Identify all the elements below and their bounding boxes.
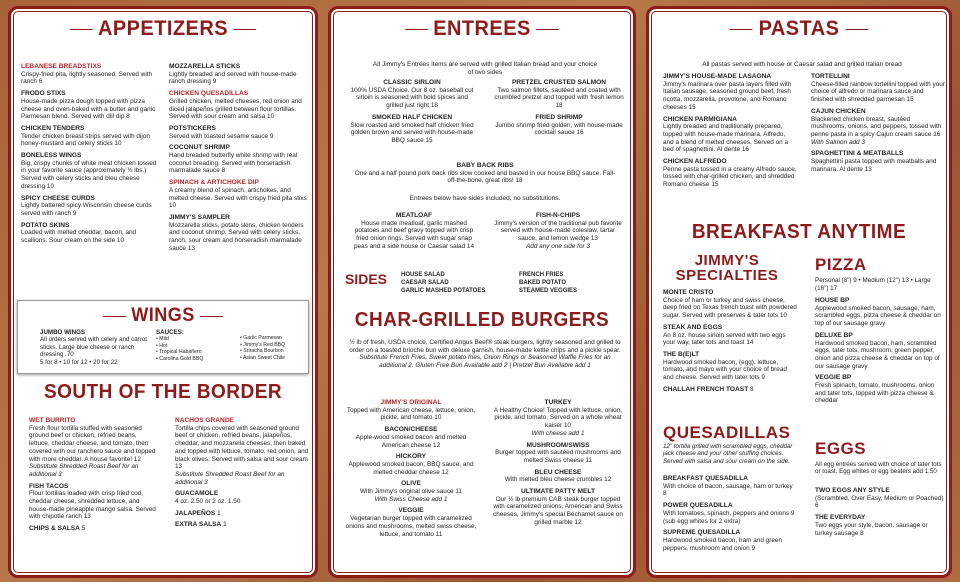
breakfast-title: BREAKFAST ANYTIME xyxy=(691,221,907,243)
menu-item xyxy=(29,525,159,533)
menu-item xyxy=(663,529,797,552)
entrees-panel xyxy=(328,6,636,578)
menu-item-name: JIMMY'S HOUSE-MADE LASAGNA xyxy=(663,73,772,80)
menu-item xyxy=(815,332,945,371)
jumbo-wings-prices: 5 for 8 • 10 for 12 • 20 for 22 xyxy=(40,358,118,366)
menu-item-name: EXTRA SALSA xyxy=(175,521,222,529)
menu-item-name: BREAKFAST QUESADILLA xyxy=(663,475,748,482)
menu-item xyxy=(29,417,159,479)
menu-item xyxy=(349,212,479,251)
list-entry: • Mild xyxy=(156,336,169,342)
menu-item-desc: Cheese-filled rainbow tortellini topped with your choice of alfredo or marinara sauce and finished with shredded parmesan 15 xyxy=(811,80,945,104)
sauces-col-a xyxy=(156,329,236,362)
menu-item xyxy=(169,63,309,86)
menu-item-name: JIMMY'S ORIGINAL xyxy=(380,399,442,406)
menu-item-name: FISH-N-CHIPS xyxy=(535,212,581,219)
menu-item xyxy=(345,453,477,476)
menu-item-desc: Blackened chicken breast, sautéed mushrooms, onions, and peppers, tossed with penne pasta in a spicy Cajun cream sauce 16 xyxy=(811,115,942,138)
menu-item xyxy=(347,79,477,110)
menu-item-name: THE EVERYDAY xyxy=(815,514,866,522)
menu-item-name: THE B(E)LT xyxy=(663,350,700,358)
menu-item-name: ULTIMATE PATTY MELT xyxy=(521,488,595,496)
list-entry: STEAMED VEGGIES xyxy=(519,288,578,294)
menu-item-desc: Vegetarian burger topped with caramelized onions and mushrooms, melted swiss cheese, lettuce, and tomato 11 xyxy=(345,515,477,538)
menu-item-desc: Topped with American cheese, lettuce, onion, pickle, and tomato 10 xyxy=(346,406,476,422)
menu-item-desc: Tender chicken breast strips served with dijon honey-mustard and celery sticks 10 xyxy=(21,132,150,148)
menu-item xyxy=(345,507,477,538)
menu-item xyxy=(21,152,159,191)
list-entry: • Jimmy's Red BBQ xyxy=(240,341,286,348)
menu-item-name: BONELESS WINGS xyxy=(21,152,82,160)
menu-item-name: HOUSE BP xyxy=(815,297,850,304)
menu-item-name: LEBANESE BREADSTIXS xyxy=(21,63,102,70)
menu-item-desc: Fresh spinach, tomato, mushrooms, onion and tater tots, topped with pizza cheese & cheddar xyxy=(815,382,935,405)
menu-item-name: WET BURRITO xyxy=(29,417,76,424)
menu-item-name: DELUXE BP xyxy=(815,331,853,339)
list-entry: GARLIC MASHED POTATOES xyxy=(401,288,486,294)
menu-item-desc: One and a half pound pork back ribs slow cooked and basted in our house BBQ sauce. Fall-off-the-bone, great ribs! 18 xyxy=(354,169,616,185)
menu-item xyxy=(663,73,797,112)
menu-item-desc: Slow roasted and smoked half chicken fried golden brown and served with house-made BBQ sauce 15 xyxy=(350,121,474,144)
menu-item xyxy=(21,222,159,245)
list-entry: CAESAR SALAD xyxy=(401,280,449,286)
menu-item-name: CLASSIC SIRLOIN xyxy=(383,79,441,86)
menu-item-name: POTATO SKINS xyxy=(21,221,70,229)
list-entry: • Asian Sweet Chile xyxy=(240,354,286,361)
menu-item-desc: 100% USDA Choice. Our 8 oz. baseball cut sirloin is seasoned with bold spices and grilled just right 18 xyxy=(350,86,474,110)
menu-item xyxy=(175,417,311,486)
menu-item xyxy=(491,488,625,527)
menu-item-name: MEATLOAF xyxy=(395,212,433,219)
menu-item-desc: With Jimmy's original olive sauce 11 xyxy=(360,488,462,496)
menu-item-name: FISH TACOS xyxy=(29,482,69,490)
menu-item-name: CHICKEN ALFREDO xyxy=(663,158,727,166)
entrees-note2: Entrees below have sides included, no substitutions. xyxy=(409,195,561,202)
pastas-note: All pastas served with house or Caesar salad and grilled Italian bread xyxy=(702,61,902,68)
menu-item-name: STEAK AND EGGS xyxy=(663,323,723,331)
menu-item xyxy=(169,144,309,175)
menu-item-name: CHICKEN QUESADILLAS xyxy=(169,90,249,98)
menu-item xyxy=(663,324,799,347)
menu-item-name: SPINACH & ARTICHOKE DIP xyxy=(169,179,259,187)
menu-item-name: SPAGHETTINI & MEATBALLS xyxy=(811,150,904,158)
menu-item-name: VEGGIE xyxy=(398,507,424,515)
menu-item-desc: Flour tortillas loaded with crisp fried cod, cheddar cheese, shredded lettuce, and house-made pineapple mango salsa. Served with chipotle ranch 13 xyxy=(29,490,156,521)
menu-item xyxy=(663,158,797,189)
menu-item-desc: With melted bleu cheese crumbles 12 xyxy=(504,476,612,484)
menu-item-desc: Applewood smoked bacon, BBQ sauce, and melted cheddar cheese 12 xyxy=(348,460,474,476)
menu-item-desc: Two salmon fillets, sautéed and coated with crumbled pretzel and topped with fresh lemon 18 xyxy=(494,86,624,110)
list-entry: HOUSE SALAD xyxy=(401,272,445,278)
menu-item-desc: Served with toasted sesame sauce 9 xyxy=(169,132,274,140)
menu-item-desc: House made meatloaf, garlic mashed potatoes and beef gravy topped with crisp fried onion rings. Served with sugar snap peas and a side house or Caesar salad 14 xyxy=(353,219,475,250)
menu-item-desc: Loaded with melted cheddar, bacon, and scallions. Sour cream on the side 10 xyxy=(21,229,137,245)
specialties-title: JIMMY'S SPECIALTIES xyxy=(675,252,779,284)
menu-item-desc: An 8 oz. house sirloin served with two eggs your way, tater tots and toast 14 xyxy=(663,331,786,347)
list-entry: • Sriracha Bourbon xyxy=(240,348,284,355)
burgers-left-col xyxy=(345,399,477,542)
menu-item-desc: Tortilla chips covered with seasoned ground beef or chicken, refried beans, jalapeños, cheddar, and mozzarella cheeses, then baked and topped with lettuce, tomato, red onion, and black olives. Served with salsa and sour cream 13 xyxy=(175,424,309,471)
menu-item-name: COCONUT SHRIMP xyxy=(169,144,230,152)
entrees-title: ENTREES xyxy=(339,17,626,41)
wings-title: WINGS xyxy=(25,305,301,327)
menu-item xyxy=(815,374,945,405)
list-entry: • Tropical Habañero xyxy=(156,349,202,356)
menu-item-name: MONTE CRISTO xyxy=(663,289,714,296)
quesadillas-note: 12" tortilla grilled with scrambled eggs, cheddar jack cheese and your other stuffing choices. Served with salsa and sour cream on the side. xyxy=(663,443,793,465)
appetizers-right-col xyxy=(169,63,309,256)
menu-item-desc: Hardwood smoked bacon, ham, scrambled eggs, tater tots, mushroom, green pepper, onion and pizza cheese & cheddar on top of our sausage gravy xyxy=(815,339,940,370)
pizza-title: PIZZA xyxy=(815,255,867,274)
menu-item-name: POTSTICKERS xyxy=(169,124,216,132)
menu-item xyxy=(169,125,309,140)
menu-item-note: With cheese add 1 xyxy=(531,429,585,437)
menu-item-desc: Lightly breaded and served with house-made ranch dressing 9 xyxy=(169,70,297,86)
menu-item-desc: Lightly breaded and traditionally prepared, topped with house-made marinara, Alfredo, and a blend of melted cheeses. Served on a bed of spaghettini. Al dente 16 xyxy=(663,123,789,154)
menu-item xyxy=(21,195,159,218)
menu-item xyxy=(811,73,945,104)
menu-item xyxy=(663,351,799,382)
menu-item-note: With Swiss Cheese add 1 xyxy=(374,495,448,503)
menu-item-desc: With tomatoes, spinach, peppers and onions 9 (sub egg whites for 2 extra) xyxy=(663,509,795,525)
menu-item-name: BLEU CHEESE xyxy=(534,468,582,476)
eggs-title: EGGS xyxy=(815,439,867,458)
menu-item xyxy=(491,469,625,484)
menu-item-name: CHICKEN TENDERS xyxy=(21,124,85,132)
jumbo-wings-name: JUMBO WINGS xyxy=(40,329,86,336)
menu-item-price: 1 xyxy=(217,509,221,517)
menu-item-name: GUACAMOLE xyxy=(175,490,219,498)
pastas-title: PASTAS xyxy=(657,17,942,41)
menu-item-name: PRETZEL CRUSTED SALMON xyxy=(511,79,607,86)
menu-item-desc: Fresh flour tortilla stuffed with seasoned ground beef or chicken, refried beans, lettuce, cheddar cheese, and tomato, then covered with our ranchero sauce and topped with more cheddar. A house favorite! 12 xyxy=(29,424,156,463)
menu-item xyxy=(351,162,619,185)
south-right-col xyxy=(175,417,311,533)
menu-item-desc: Hardwood smoked bacon, ham and green peppers, mushroom and onion 9 xyxy=(663,536,783,552)
menu-item xyxy=(21,63,159,86)
menu-item-desc: Big, crispy chunks of white meat chicken tossed in your favorite sauce (approximately ½ lbs.) Served with celery sticks and bleu cheese dressing 10 xyxy=(21,159,157,190)
menu-item xyxy=(345,426,477,449)
menu-item-desc: Hand breaded butterfly white shrimp with real coconut breading. Served with horseradish marmalade sauce 8 xyxy=(169,152,298,175)
menu-item xyxy=(815,487,945,510)
menu-item xyxy=(663,475,797,498)
ribs xyxy=(351,162,619,189)
menu-item-note: Add any one side for 3 xyxy=(526,242,590,250)
menu-item-desc: Our ½ lb premium CAB steak burger topped with caramelized onions, American and Swiss cheeses, Jimmy's special Béchamel sauce on grilled marble 12 xyxy=(493,495,623,526)
menu-item xyxy=(663,502,797,525)
menu-item-desc: A Healthy Choice! Topped with lettuce, onion, pickle, and tomato. Served on a whole wheat kaiser 10 xyxy=(493,406,623,430)
menu-item-desc: Penne pasta tossed in a creamy Alfredo sauce, tossed with char-grilled chicken, and shredded Romano cheese 15 xyxy=(663,165,797,189)
menu-item-desc: Jimmy's version of the traditional pub favorite served with house-made coleslaw, tartar sauce, and lemon wedge 13 xyxy=(494,219,622,243)
pastas-right-col xyxy=(811,73,945,177)
menu-item-desc: Grilled chicken, melted cheeses, red onion and diced jalapeños grilled between flour tortillas. Served with sour cream and salsa 10 xyxy=(169,97,302,121)
menu-item xyxy=(175,510,311,518)
south-left-col xyxy=(29,417,159,537)
menu-item-name: CHIPS & SALSA xyxy=(29,525,80,533)
menu-item xyxy=(663,386,799,394)
menu-item-name: JIMMY'S SAMPLER xyxy=(169,213,230,221)
menu-item-desc: Jumbo shrimp fried golden, with house-made cocktail sauce 16 xyxy=(495,121,623,137)
menu-item-desc: Lightly battered spicy Wisconsin cheese curds served with ranch 9 xyxy=(21,202,152,217)
menu-item-note: With Salmon add 3 xyxy=(811,138,865,146)
menu-item-desc: (Scrambled, Over Easy, Medium or Poached) 6 xyxy=(815,494,944,510)
menu-item xyxy=(811,108,945,147)
appetizers-panel xyxy=(8,6,318,578)
fishchips-col xyxy=(493,212,623,255)
menu-item-desc: Choice of ham or turkey and swiss cheese, deep fried on Texas french toast with powdered sugar. Served with preserves & tater tots 10 xyxy=(663,296,797,320)
menu-item xyxy=(493,114,625,137)
eggs-col xyxy=(815,487,945,541)
menu-item-desc: With choice of bacon, sausage, ham or turkey 8 xyxy=(663,482,793,498)
menu-item-name: SUPREME QUESADILLA xyxy=(663,529,741,537)
menu-item xyxy=(21,125,159,148)
menu-item-name: FRODO STIXS xyxy=(21,90,66,98)
menu-item xyxy=(29,483,159,522)
menu-item xyxy=(175,490,311,505)
burgers-intro xyxy=(345,339,625,370)
menu-item-desc: A creamy blend of spinach, artichokes, and melted cheese. Served with crispy fried pita stixs 10 xyxy=(169,186,307,210)
eggs-note: All egg entrées served with choice of tater tots or toast. Egg whites or egg beaters add 1.50 xyxy=(815,461,942,476)
menu-item-desc: Applewood smoked bacon, sausage, ham, scrambled eggs, pizza cheese & cheddar on top of our sausage gravy xyxy=(815,304,941,328)
quesadillas-col xyxy=(663,475,797,556)
specialties-col xyxy=(663,289,799,397)
menu-item-name: CHALLAH FRENCH TOAST xyxy=(663,385,749,393)
menu-item-desc: House-made pizza dough topped with pizza cheese and oven-baked with a butter and garlic Parmesan blend. Served with dill dip 8 xyxy=(21,97,156,121)
menu-item xyxy=(493,79,625,110)
sides-title: SIDES xyxy=(345,271,388,287)
list-entry: FRENCH FRIES xyxy=(519,272,564,278)
menu-item-desc: Apple-wood smoked bacon and melted American cheese 12 xyxy=(355,433,467,449)
menu-item-name: POWER QUESADILLA xyxy=(663,502,733,510)
menu-item-name: BABY BACK RIBS xyxy=(456,162,514,169)
menu-item-note: Substitute Shredded Roast Beef for an additional 3 xyxy=(29,463,139,478)
list-entry: • Carolina Gold BBQ xyxy=(156,355,204,362)
burgers-title: CHAR-GRILLED BURGERS xyxy=(354,309,610,331)
appetizers-title: APPETIZERS xyxy=(19,17,308,41)
menu-item-name: SPICY CHEESE CURDS xyxy=(21,194,95,202)
menu-item-desc: Two eggs your style, bacon, sausage or turkey sausage 8 xyxy=(815,521,928,537)
menu-item xyxy=(663,116,797,155)
menu-item-name: CAJUN CHICKEN xyxy=(811,107,866,115)
menu-item xyxy=(815,297,945,328)
menu-item-desc: Spaghettini pasta topped with meatballs and marinara. Al dente 13 xyxy=(811,158,937,173)
menu-item-desc: Mozzarella sticks, potato skins, chicken tenders and coconut shrimp. Served with celery sticks, ranch, sour cream and horseradish marmalade sauce 13 xyxy=(169,221,304,252)
menu-item-name: SMOKED HALF CHICKEN xyxy=(371,113,453,121)
menu-item xyxy=(493,212,623,251)
menu-item xyxy=(663,289,799,320)
menu-item-desc: Jimmy's marinara over pasta layers filled with Italian sausage, seasoned ground beef, fresh ricotta, mozzarella, provolone, and Romano cheeses 15 xyxy=(663,80,792,111)
jumbo-wings-desc: All orders served with celery and carrot sticks. Large blue cheese or ranch dressing .70 xyxy=(40,336,147,359)
menu-item-name: VEGGIE BP xyxy=(815,374,852,382)
menu-item-name: TURKEY xyxy=(544,399,572,406)
menu-item xyxy=(21,90,159,121)
appetizers-left-col xyxy=(21,63,159,249)
menu-item xyxy=(169,90,309,121)
list-entry: • Garlic Parmesan xyxy=(240,335,282,341)
menu-item-price: 1 xyxy=(223,521,227,529)
menu-item-name: TORTELLINI xyxy=(811,73,850,80)
wings-box xyxy=(17,300,309,374)
menu-item xyxy=(169,214,309,253)
menu-item-desc: Hardwood smoked bacon, (egg), lettuce, tomato, and mayo with your choice of bread and cheese. Served with tater tots 9 xyxy=(663,358,787,382)
list-entry: • Hot xyxy=(156,342,168,349)
menu-item xyxy=(491,442,625,465)
sauces-col-b xyxy=(240,335,308,361)
menu-item-name: CHICKEN PARMIGIANA xyxy=(663,115,737,123)
menu-item-name: TWO EGGS ANY STYLE xyxy=(815,487,890,494)
pastas-panel xyxy=(646,6,952,578)
menu-item xyxy=(169,179,309,210)
menu-item-name: FRIED SHRIMP xyxy=(535,113,583,121)
menu-item xyxy=(811,150,945,173)
meatloaf-col xyxy=(349,212,479,255)
menu-item xyxy=(491,399,625,438)
entrees-left-col xyxy=(347,79,477,149)
sauces-label: SAUCES: xyxy=(156,329,184,336)
jumbo-wings xyxy=(40,329,152,366)
menu-item xyxy=(175,521,311,529)
pastas-left-col xyxy=(663,73,797,193)
menu-item-name: NACHOS GRANDE xyxy=(175,417,234,424)
pizza-sizes: Personal (8") 9 • Medium (12") 13 • Large (16") 17 xyxy=(815,277,931,292)
menu-item-name: MOZZARELLA STICKS xyxy=(169,63,241,70)
menu-item-desc: Burger topped with sautéed mushrooms and melted Swiss cheese 11 xyxy=(495,449,621,464)
menu-item-name: OLIVE xyxy=(401,480,421,488)
burgers-intro-note: Substitute French Fries, Sweet potato fries, Onion Rings or Seasoned Waffle Fries for an additional 2. Gluten Free Bun Available add 2 | Pretzel Bun Available add 1 xyxy=(359,354,611,370)
entrees-note: All Jimmy's Entrées items are served with grilled Italian bread and your choice of two sides xyxy=(372,61,598,76)
sides-block xyxy=(345,271,625,295)
menu-item-desc: 4 oz. 2.50 or 2 oz. 1.50 xyxy=(175,498,241,506)
south-title: SOUTH OF THE BORDER xyxy=(43,381,283,403)
menu-item-name: JALAPEÑOS xyxy=(175,509,216,517)
menu-item xyxy=(345,480,477,503)
menu-item-name: BACON/CHEESE xyxy=(384,426,438,434)
menu-item-price: 5 xyxy=(81,525,86,533)
menu-item-name: MUSHROOM/SWISS xyxy=(526,441,590,449)
menu-item xyxy=(815,514,945,537)
menu-item-name: HICKORY xyxy=(395,453,427,461)
menu-item-price: 8 xyxy=(750,385,754,393)
pizza-col xyxy=(815,297,945,409)
menu-item-note: Substitute Shredded Roast Beef for an additional 3 xyxy=(175,470,285,486)
menu-item-desc: Crispy-fried pita, lightly seasoned. Served with ranch 6 xyxy=(21,70,153,86)
entrees-right-col xyxy=(493,79,625,141)
quesadillas-title: QUESADILLAS xyxy=(663,423,791,442)
list-entry: BAKED POTATO xyxy=(519,280,567,286)
menu-item xyxy=(347,114,477,145)
menu-item xyxy=(345,399,477,422)
burgers-right-col xyxy=(491,399,625,531)
burgers-intro-text: ½ lb of fresh, USDA choice, Certified Angus Beef® steak burgers, lightly seasoned and grilled to order on a toasted brioche bun with deluxe garnish, house-made kettle chips and a pickle spear. xyxy=(349,339,621,354)
